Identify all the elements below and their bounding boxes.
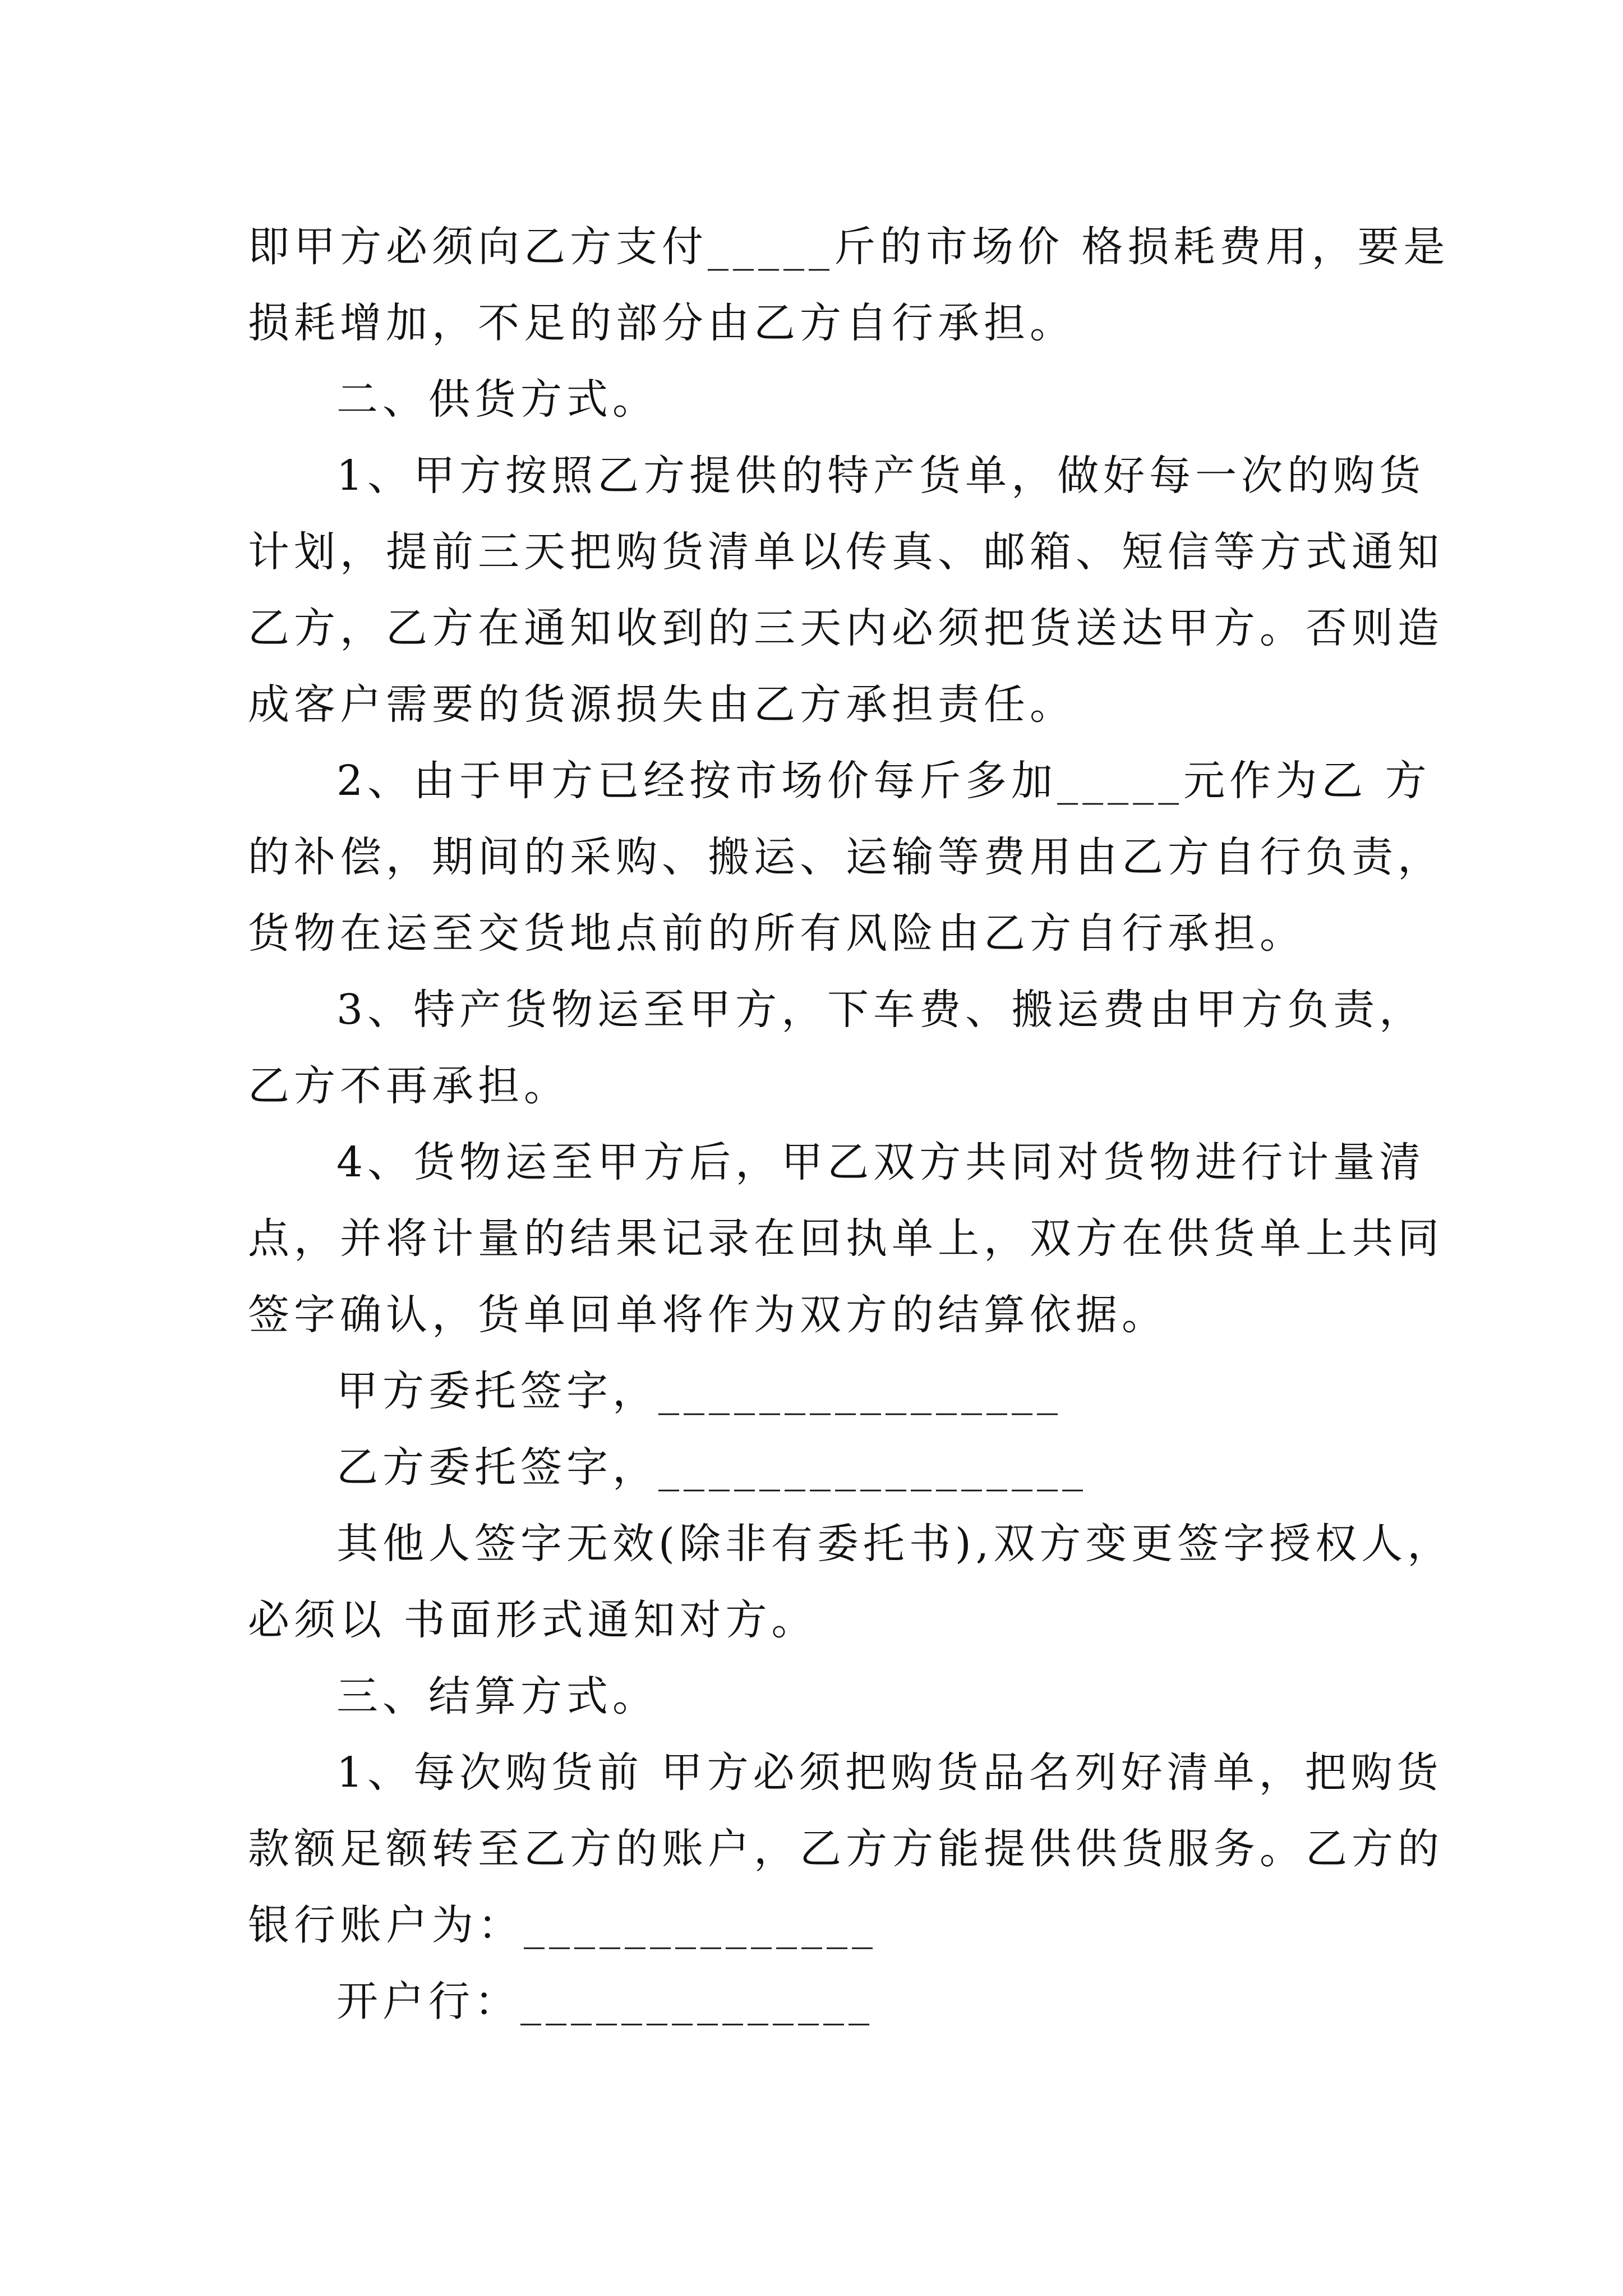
text-line-8: 2、由于甲方已经按市场价每斤多加_____元作为乙 方 bbox=[336, 757, 1431, 805]
text-line-18: 其他人签字无效(除非有委托书),双方变更签字授权人， bbox=[336, 1520, 1454, 1568]
text-line-6: 乙方，乙方在通知收到的三天内必须把货送达甲方。否则造 bbox=[248, 604, 1444, 652]
text-line-9: 的补偿，期间的采购、搬运、运输等费用由乙方自行负责， bbox=[248, 833, 1444, 881]
text-line-22: 款额足额转至乙方的账户，乙方方能提供供货服务。乙方的 bbox=[248, 1825, 1444, 1873]
text-line-11: 3、特产货物运至甲方，下车费、搬运费由甲方负责， bbox=[336, 986, 1426, 1034]
text-line-21: 1、每次购货前 甲方必须把购货品名列好清单，把购货 bbox=[336, 1749, 1443, 1797]
text-line-12: 乙方不再承担。 bbox=[248, 1062, 570, 1110]
text-line-14: 点，并将计量的结果记录在回执单上，双方在供货单上共同 bbox=[248, 1214, 1444, 1263]
text-line-4: 1、甲方按照乙方提供的特产货单，做好每一次的购货 bbox=[336, 452, 1426, 500]
party-b-signature-line: 乙方委托签字，_________________ bbox=[336, 1443, 1087, 1492]
text-line-13: 4、货物运至甲方后，甲乙双方共同对货物进行计量清 bbox=[336, 1138, 1426, 1186]
bank-account-line: 银行账户为：______________ bbox=[248, 1901, 877, 1949]
text-line-10: 货物在运至交货地点前的所有风险由乙方自行承担。 bbox=[248, 909, 1306, 958]
bank-branch-line: 开户行：______________ bbox=[336, 1977, 874, 2026]
text-line-15: 签字确认，货单回单将作为双方的结算依据。 bbox=[248, 1291, 1168, 1339]
section-heading-supply-method: 二、供货方式。 bbox=[336, 375, 658, 424]
text-line-1: 即甲方必须向乙方支付_____斤的市场价 格损耗费用，要是 bbox=[248, 223, 1450, 271]
text-line-2: 损耗增加，不足的部分由乙方自行承担。 bbox=[248, 299, 1076, 347]
section-heading-settlement-method: 三、结算方式。 bbox=[336, 1672, 658, 1720]
text-line-19: 必须以 书面形式通知对方。 bbox=[248, 1596, 818, 1644]
document-body bbox=[248, 209, 1454, 2040]
text-line-5: 计划，提前三天把购货清单以传真、邮箱、短信等方式通知 bbox=[248, 528, 1444, 576]
party-a-signature-line: 甲方委托签字，________________ bbox=[336, 1367, 1062, 1415]
text-line-7: 成客户需要的货源损失由乙方承担责任。 bbox=[248, 680, 1076, 729]
